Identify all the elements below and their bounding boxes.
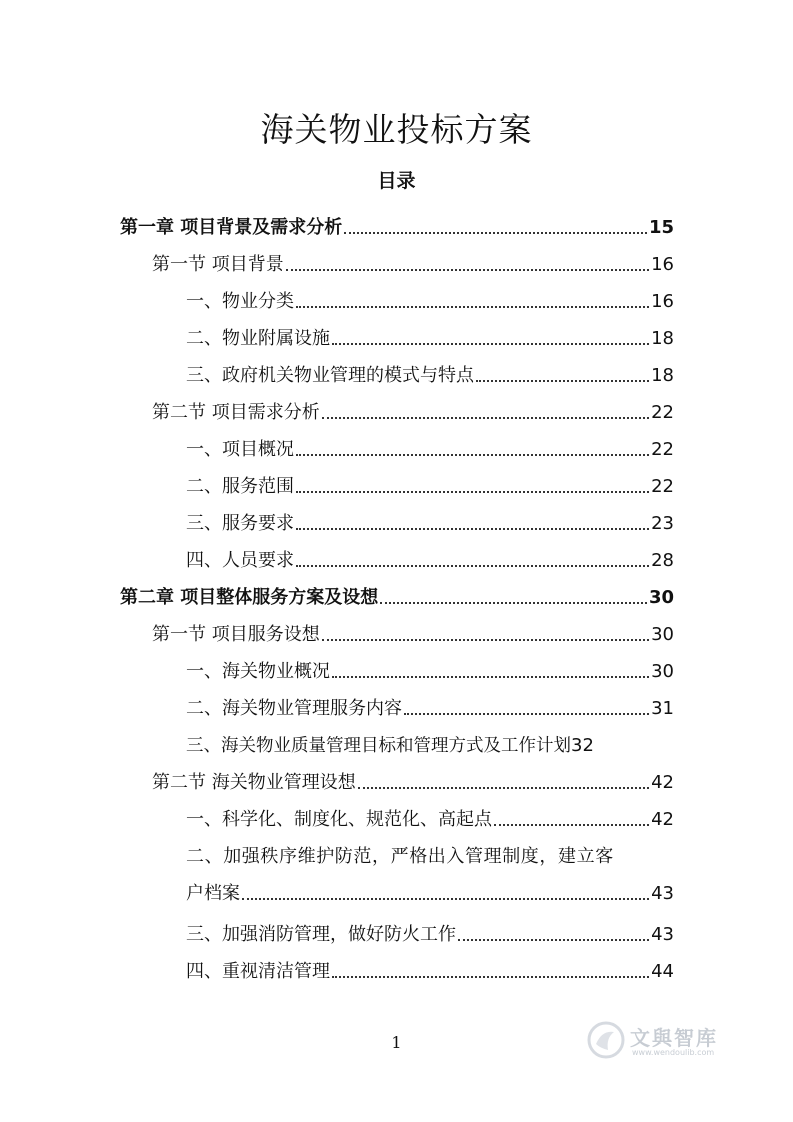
toc-entry-page: 43 xyxy=(651,883,674,904)
toc-entry-item[interactable] xyxy=(186,546,674,572)
toc-leader-dots xyxy=(332,676,649,678)
toc-entry-page: 42 xyxy=(651,772,674,793)
toc-leader-dots xyxy=(296,565,649,567)
toc-entry-page: 22 xyxy=(651,402,674,423)
toc-entry-label: 二、物业附属设施 xyxy=(186,328,330,349)
toc-entry-page: 18 xyxy=(651,365,674,386)
toc-entry-item[interactable] xyxy=(186,509,674,535)
toc-entry-item-wrapped[interactable] xyxy=(186,846,674,905)
toc-entry-item[interactable] xyxy=(186,435,674,461)
toc-entry-page: 42 xyxy=(651,809,674,830)
toc-entry-label: 第二章 项目整体服务方案及设想 xyxy=(120,587,379,608)
toc-leader-dots xyxy=(332,976,649,978)
toc-entry-label: 一、项目概况 xyxy=(186,439,294,460)
toc-entry-page: 28 xyxy=(651,550,674,571)
toc-entry-section[interactable] xyxy=(152,398,674,424)
toc-entry-section[interactable] xyxy=(152,620,674,646)
toc-entry-page: 15 xyxy=(648,217,674,238)
toc-leader-dots xyxy=(296,306,649,308)
toc-leader-dots xyxy=(296,528,649,530)
toc-entry-page: 31 xyxy=(651,698,674,719)
watermark-logo-icon xyxy=(586,1020,626,1060)
toc-entry-label: 三、服务要求 xyxy=(186,513,294,534)
toc-entry-label: 一、科学化、制度化、规范化、高起点 xyxy=(186,809,492,830)
toc-entry-label: 二、加强秩序维护防范，严格出入管理制度，建立客 xyxy=(186,846,614,867)
toc-entry-label: 一、物业分类 xyxy=(186,291,294,312)
toc-entry-page: 44 xyxy=(651,961,674,982)
watermark xyxy=(586,1018,756,1064)
toc-entry-item[interactable] xyxy=(186,957,674,983)
toc-leader-dots xyxy=(322,417,649,419)
toc-entry-page: 30 xyxy=(648,587,674,608)
toc-entry-page: 22 xyxy=(651,439,674,460)
toc-entry-section[interactable] xyxy=(152,768,674,794)
toc-entry-label: 三、海关物业质量管理目标和管理方式及工作计划 xyxy=(186,736,571,756)
toc-entry-label: 第二节 项目需求分析 xyxy=(152,402,320,423)
toc-entry-label: 第一章 项目背景及需求分析 xyxy=(120,217,343,238)
toc-leader-dots xyxy=(296,454,649,456)
toc-entry-label: 第一节 项目服务设想 xyxy=(152,624,320,645)
page-number: 1 xyxy=(391,1033,402,1052)
toc-entry-item[interactable] xyxy=(186,731,674,757)
watermark-url: www.wendoulib.com xyxy=(632,1048,715,1057)
toc-entry-page: 23 xyxy=(651,513,674,534)
toc-entry-continuation xyxy=(186,883,674,905)
toc-leader-dots xyxy=(322,639,649,641)
toc-entry-page: 16 xyxy=(651,254,674,275)
toc-leader-dots xyxy=(332,343,649,345)
toc-entry-item[interactable] xyxy=(186,920,674,946)
toc-leader-dots xyxy=(344,232,647,234)
toc-leader-dots xyxy=(242,898,649,900)
toc-entry-label-cont: 户档案 xyxy=(186,883,240,904)
toc-leader-dots xyxy=(296,491,649,493)
toc-entry-label: 四、人员要求 xyxy=(186,550,294,571)
toc-entry-item[interactable] xyxy=(186,287,674,313)
toc-entry-page: 22 xyxy=(651,476,674,497)
toc-leader-dots xyxy=(458,939,649,941)
toc-entry-item[interactable] xyxy=(186,472,674,498)
toc-entry-label: 三、加强消防管理，做好防火工作 xyxy=(186,924,456,945)
toc-leader-dots xyxy=(358,787,649,789)
toc-entry-page: 30 xyxy=(651,624,674,645)
toc-entry-page: 43 xyxy=(651,924,674,945)
toc-entry-item[interactable] xyxy=(186,657,674,683)
toc-entry-label: 三、政府机关物业管理的模式与特点 xyxy=(186,365,474,386)
toc-entry-chapter-2[interactable] xyxy=(120,583,674,609)
document-title: 海关物业投标方案 xyxy=(260,110,533,149)
toc-leader-dots xyxy=(404,713,649,715)
toc-entry-section[interactable] xyxy=(152,250,674,276)
toc-entry-chapter-1[interactable] xyxy=(120,213,674,239)
toc-leader-dots xyxy=(476,380,649,382)
toc-entry-label: 第二节 海关物业管理设想 xyxy=(152,772,356,793)
toc-entry-item[interactable] xyxy=(186,805,674,831)
toc-entry-label: 四、重视清洁管理 xyxy=(186,961,330,982)
toc-entry-page: 30 xyxy=(651,661,674,682)
toc-entry-item[interactable] xyxy=(186,694,674,720)
toc-leader-dots xyxy=(286,269,649,271)
toc-heading: 目录 xyxy=(377,170,416,192)
toc-entry-page: 16 xyxy=(651,291,674,312)
toc-leader-dots xyxy=(494,824,649,826)
toc-entry-page: 18 xyxy=(651,328,674,349)
toc-leader-dots xyxy=(380,602,647,604)
toc-entry-label: 第一节 项目背景 xyxy=(152,254,284,275)
toc-entry-page: 32 xyxy=(571,735,594,756)
toc-entry-item[interactable] xyxy=(186,361,674,387)
toc-entry-label: 二、海关物业管理服务内容 xyxy=(186,698,402,719)
toc-entry-label: 二、服务范围 xyxy=(186,476,294,497)
toc-entry-label: 一、海关物业概况 xyxy=(186,661,330,682)
watermark-brand: 文與智库 xyxy=(630,1026,718,1050)
toc-entry-item[interactable] xyxy=(186,324,674,350)
